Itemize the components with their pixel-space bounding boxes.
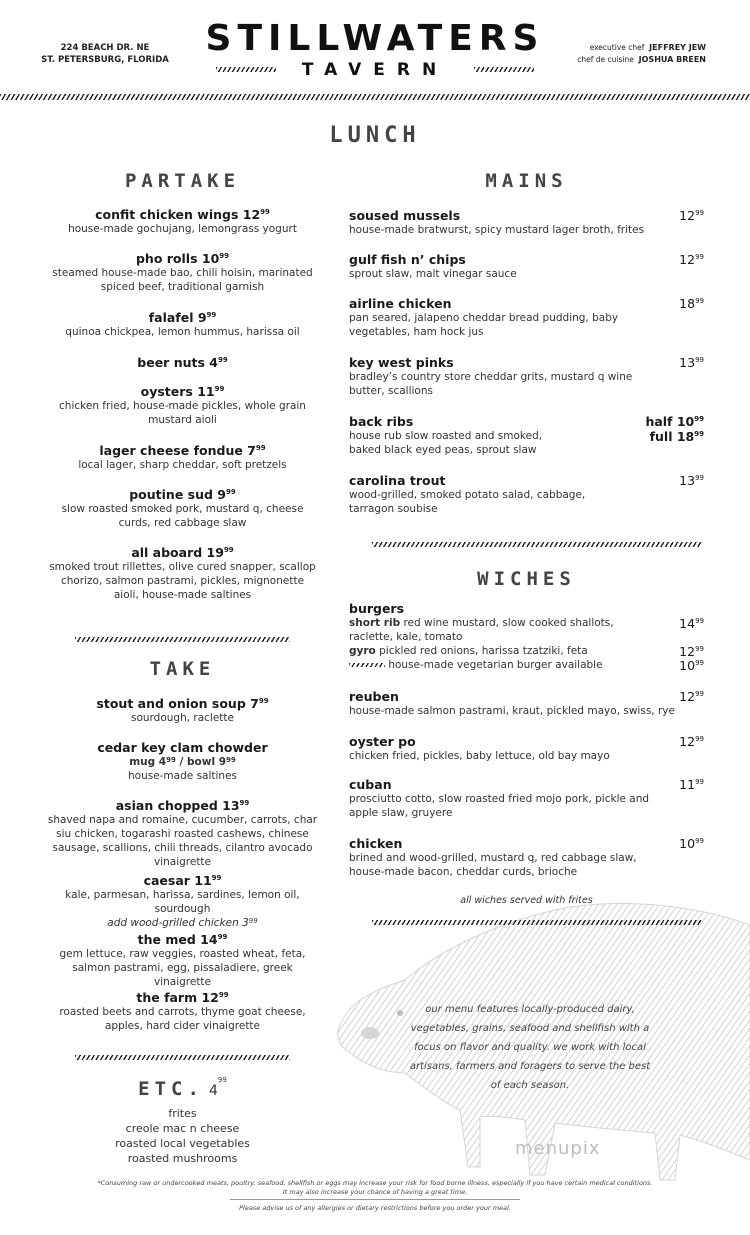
menu-item: cuban prosciutto cotto, slow roasted fried mojo pork, pickle and apple slaw, gruyere $11^{99}$ xyxy=(349,777,704,819)
menu-item: confit chicken wings $12^{99}$ house-made gochujang, lemongrass yogurt xyxy=(68,207,297,235)
list-item: roasted mushrooms xyxy=(127,1152,238,1165)
menu-item: lager cheese fondue $7^{99}$ local lager, sharp cheddar, soft pretzels xyxy=(78,443,287,471)
logo-tavern: TAVERN xyxy=(301,60,449,80)
menu-item: asian chopped $13^{99}$ shaved napa and romaine, cucumber, carrots, char siu chicken, togarashi roasted cashews, chinese sausage, scallions, chili threads, cilantro avocado vinaigrette xyxy=(47,798,318,868)
menu-item: caesar $11^{99}$ kale, parmesan, harissa, sardines, lemon oil, sourdough add wood-grilled chicken $3^{99}$ xyxy=(65,873,300,929)
burgers-group: burgers short rib red wine mustard, slow cooked shallots, raclette, kale, tomato $14^{99}$ gyro pickled red onions, harissa tzatziki, feta $12^{99}$ house-made vegetarian burger available $10^{99}$ xyxy=(349,601,704,673)
burger-row: house-made vegetarian burger available $10^{99}$ xyxy=(349,658,704,672)
footer-disclaimer-2: It may also increase your chance of having a great time. xyxy=(282,1188,468,1196)
section-title-wiches: WICHES xyxy=(477,568,576,590)
header-divider xyxy=(0,94,750,100)
section-title-take: TAKE xyxy=(149,658,216,680)
list-item: roasted local vegetables xyxy=(115,1137,250,1150)
section-title-partake: PARTAKE xyxy=(124,170,241,192)
etc-list xyxy=(40,1106,325,1166)
menu-item: stout and onion soup $7^{99}$ sourdough, raclette xyxy=(96,696,269,724)
menu-item: pho rolls $10^{99}$ steamed house-made bao, chili hoisin, marinated spiced beef, traditional garnish xyxy=(52,251,313,293)
list-item: frites xyxy=(168,1107,197,1120)
logo-hatch-right xyxy=(474,67,534,72)
menu-item: falafel $9^{99}$ quinoa chickpea, lemon hummus, harissa oil xyxy=(65,310,300,338)
veggie-marker xyxy=(349,663,385,667)
restaurant-address: 224 BEACH DR. NE ST. PETERSBURG, FLORIDA xyxy=(41,43,169,65)
menu-item: airline chicken pan seared, jalapeno cheddar bread pudding, baby vegetables, ham hock jus $18^{99}$ xyxy=(349,296,704,338)
watermark: menupix xyxy=(515,1138,601,1159)
footer-rule xyxy=(230,1199,520,1200)
menu-item: reuben house-made salmon pastrami, kraut, pickled mayo, swiss, rye $12^{99}$ xyxy=(349,689,704,717)
list-item: creole mac n cheese xyxy=(125,1122,240,1135)
menu-item: soused mussels house-made bratwurst, spicy mustard lager broth, frites $12^{99}$ xyxy=(349,208,704,236)
philosophy-text: our menu features locally-produced dairy, vegetables, grains, seafood and shellfish with a focus on flavor and quality. we work with local artisans, farmers and foragers to serve the best of each season. xyxy=(409,1004,651,1091)
menu-item: all aboard $19^{99}$ smoked trout rillettes, olive cured snapper, scallop chorizo, salmon pastrami, pickles, mignonette aioli, house-made saltines xyxy=(49,545,316,601)
menu-item: oysters $11^{99}$ chicken fried, house-made pickles, whole grain mustard aioli xyxy=(59,384,306,426)
footer-allergy-note: Please advise us of any allergies or dietary restrictions before you order your meal. xyxy=(239,1204,511,1212)
wiches-note: all wiches served with frites xyxy=(460,895,593,906)
section-divider xyxy=(75,1055,290,1060)
chef-credits: executive chef JEFFREY JEW chef de cuisine JOSHUA BREEN xyxy=(577,43,706,64)
section-divider xyxy=(372,542,702,547)
menu-item: cedar key clam chowder mug $4^{99}$ / bowl $9^{99}$ house-made saltines xyxy=(97,740,268,782)
footer-disclaimer: *Consuming raw or undercooked meats, poultry, seafood, shellfish or eggs may increase your risk for food borne illness, especially if you have certain medical conditions. xyxy=(97,1179,653,1187)
menu-item: the med $14^{99}$ gem lettuce, raw veggies, roasted wheat, feta, salmon pastrami, egg, pissaladiere, greek vinaigrette xyxy=(59,932,306,988)
logo-stillwaters: STILLWATERS xyxy=(205,18,545,59)
menu-title: LUNCH xyxy=(329,123,421,148)
section-title-etc: ETC. $4^{99}$ xyxy=(138,1076,227,1100)
menu-item: beer nuts $4^{99}$ xyxy=(137,355,228,370)
menu-item: carolina trout wood-grilled, smoked potato salad, cabbage, tarragon soubise $13^{99}$ xyxy=(349,473,704,515)
burger-row: short rib red wine mustard, slow cooked shallots, raclette, kale, tomato $14^{99}$ xyxy=(349,616,704,643)
section-divider xyxy=(75,637,290,642)
menu-item: key west pinks bradley’s country store cheddar grits, mustard q wine butter, scallions $13^{99}$ xyxy=(349,355,704,397)
menu-item: oyster po chicken fried, pickles, baby lettuce, old bay mayo $12^{99}$ xyxy=(349,734,704,762)
menu-item: chicken brined and wood-grilled, mustard q, red cabbage slaw, house-made bacon, cheddar curds, brioche $10^{99}$ xyxy=(349,836,704,878)
menu-item: back ribs house rub slow roasted and smoked, baked black eyed peas, sprout slaw half $10^{99}$ full $18^{99}$ xyxy=(349,414,704,456)
section-title-mains: MAINS xyxy=(485,170,568,192)
menu-item: gulf fish n’ chips sprout slaw, malt vinegar sauce $12^{99}$ xyxy=(349,252,704,280)
burger-row: gyro pickled red onions, harissa tzatziki, feta $12^{99}$ xyxy=(349,644,704,659)
menu-item: the farm $12^{99}$ roasted beets and carrots, thyme goat cheese, apples, hard cider vinaigrette xyxy=(59,990,306,1032)
section-divider xyxy=(372,920,702,925)
menu-item: poutine sud $9^{99}$ slow roasted smoked pork, mustard q, cheese curds, red cabbage slaw xyxy=(61,487,304,529)
